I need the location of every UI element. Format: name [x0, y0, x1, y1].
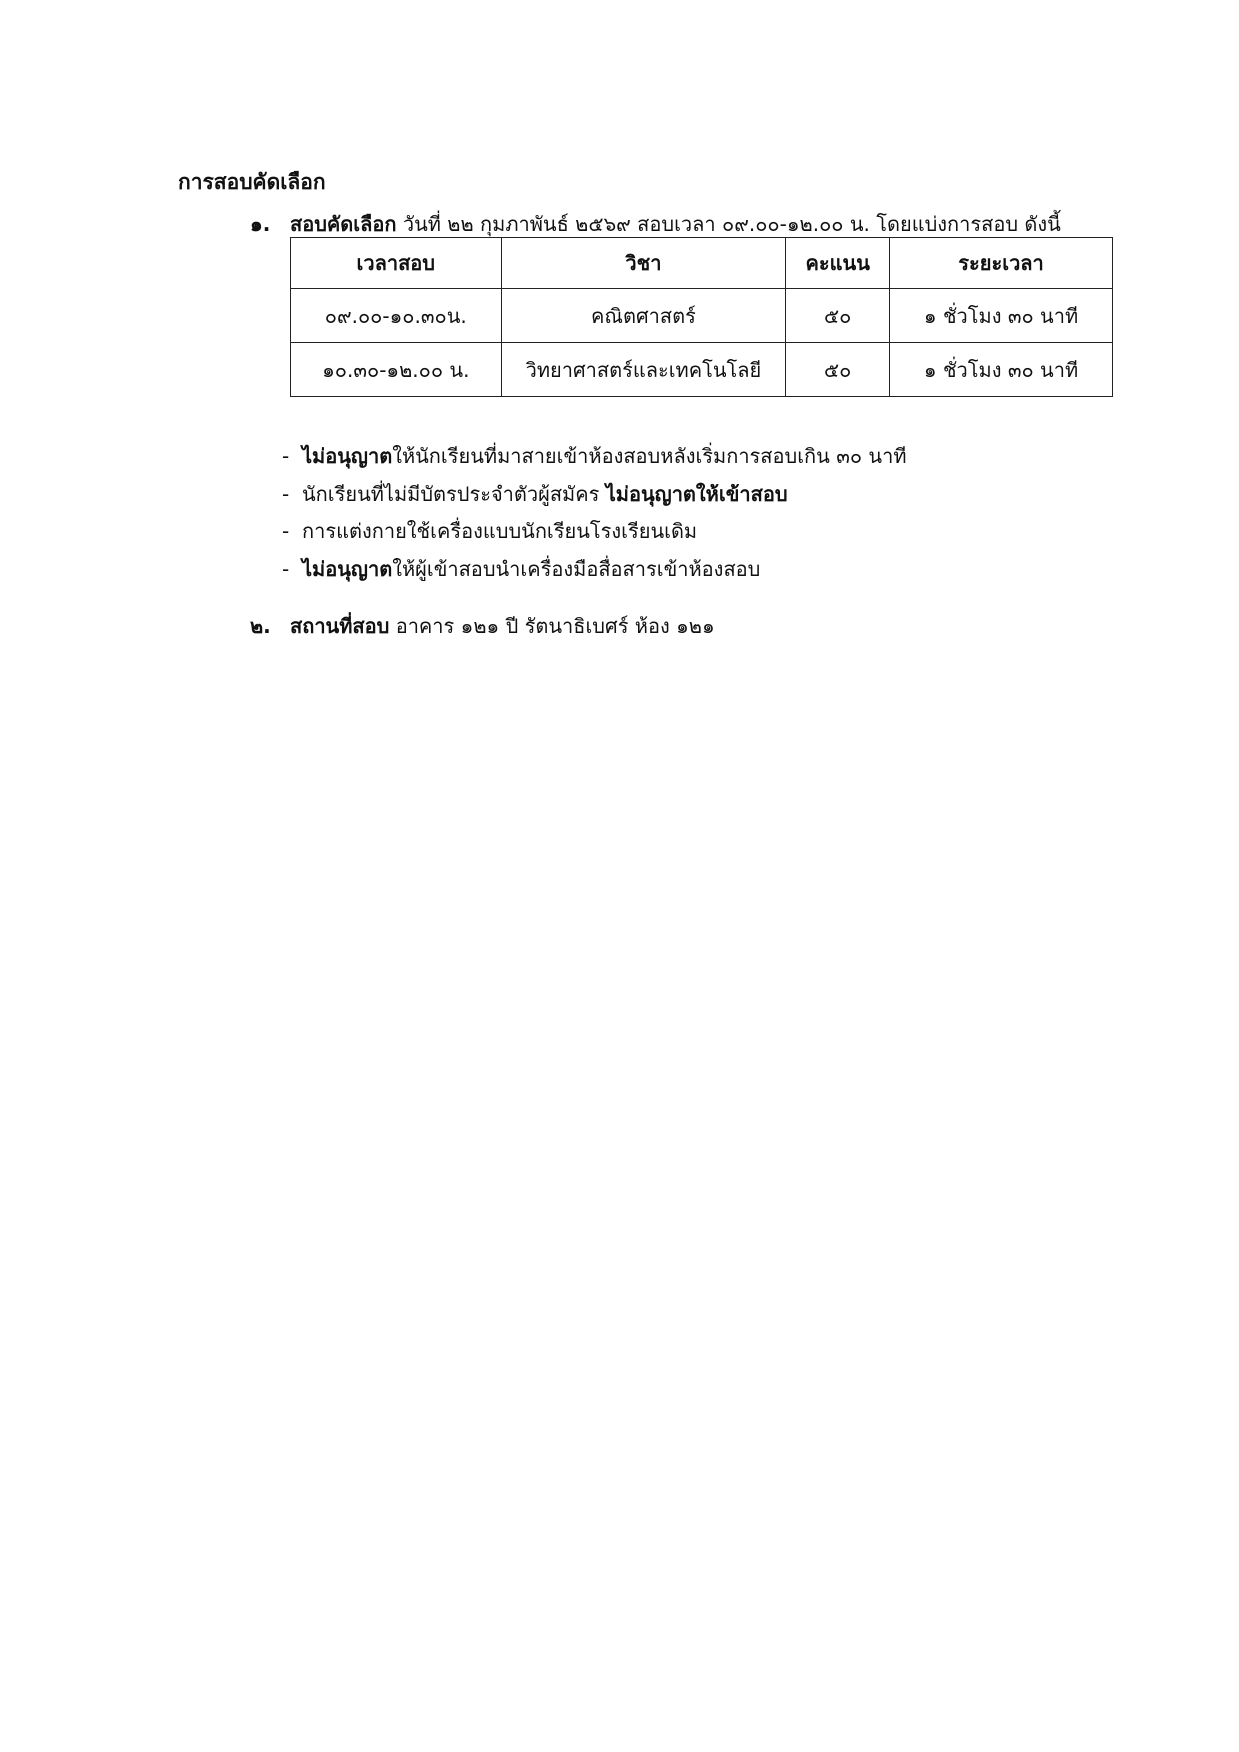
list-dash: -: [282, 481, 290, 506]
cell-subject: คณิตศาสตร์: [501, 289, 786, 343]
list-item: [282, 438, 907, 476]
list-item: [282, 476, 907, 514]
header-time: เวลาสอบ: [291, 238, 502, 289]
exam-schedule-table: [290, 237, 1113, 397]
list-item: [282, 513, 907, 551]
rule-bold-post: ไม่อนุญาตให้เข้าสอบ: [605, 481, 788, 506]
item-text: อาคาร ๑๒๑ ปี รัตนาธิเบศร์ ห้อง ๑๒๑: [395, 614, 715, 638]
list-dash: -: [282, 556, 290, 581]
list-dash: -: [282, 519, 290, 543]
header-subject: วิชา: [501, 238, 786, 289]
exam-date-item: [250, 208, 1061, 240]
list-dash: -: [282, 444, 290, 468]
item-label: สอบคัดเลือก: [290, 212, 397, 236]
cell-score: ๕๐: [786, 343, 890, 397]
cell-duration: ๑ ชั่วโมง ๓๐ นาที: [890, 343, 1113, 397]
rule-bold-pre: ไม่อนุญาต: [302, 556, 393, 581]
rule-text: การแต่งกายใช้เครื่องแบบนักเรียนโรงเรียนเดิม: [302, 519, 698, 543]
item-label: สถานที่สอบ: [290, 614, 390, 638]
rules-list: [282, 438, 907, 588]
cell-score: ๕๐: [786, 289, 890, 343]
cell-duration: ๑ ชั่วโมง ๓๐ นาที: [890, 289, 1113, 343]
table-header-row: [291, 238, 1113, 289]
rule-bold-pre: ไม่อนุญาต: [302, 444, 393, 468]
rule-text: ให้นักเรียนที่มาสายเข้าห้องสอบหลังเริ่มการสอบเกิน ๓๐ นาที: [392, 444, 907, 468]
list-item: [282, 551, 907, 589]
header-duration: ระยะเวลา: [890, 238, 1113, 289]
rule-text: นักเรียนที่ไม่มีบัตรประจำตัวผู้สมัคร: [302, 481, 606, 506]
header-score: คะแนน: [786, 238, 890, 289]
table-row: [291, 343, 1113, 397]
table-row: [291, 289, 1113, 343]
cell-time: ๐๙.๐๐-๑๐.๓๐น.: [291, 289, 502, 343]
item-text: วันที่ ๒๒ กุมภาพันธ์ ๒๕๖๙ สอบเวลา ๐๙.๐๐-๑๒.๐๐ น. โดยแบ่งการสอบ ดังนี้: [402, 212, 1061, 236]
item-number: ๑.: [250, 212, 271, 236]
exam-location-item: [250, 610, 715, 642]
item-number: ๒.: [250, 614, 271, 638]
cell-subject: วิทยาศาสตร์และเทคโนโลยี: [501, 343, 786, 397]
rule-text: ให้ผู้เข้าสอบนำเครื่องมือสื่อสารเข้าห้องสอบ: [392, 556, 761, 581]
cell-time: ๑๐.๓๐-๑๒.๐๐ น.: [291, 343, 502, 397]
section-heading: การสอบคัดเลือก: [178, 170, 326, 194]
